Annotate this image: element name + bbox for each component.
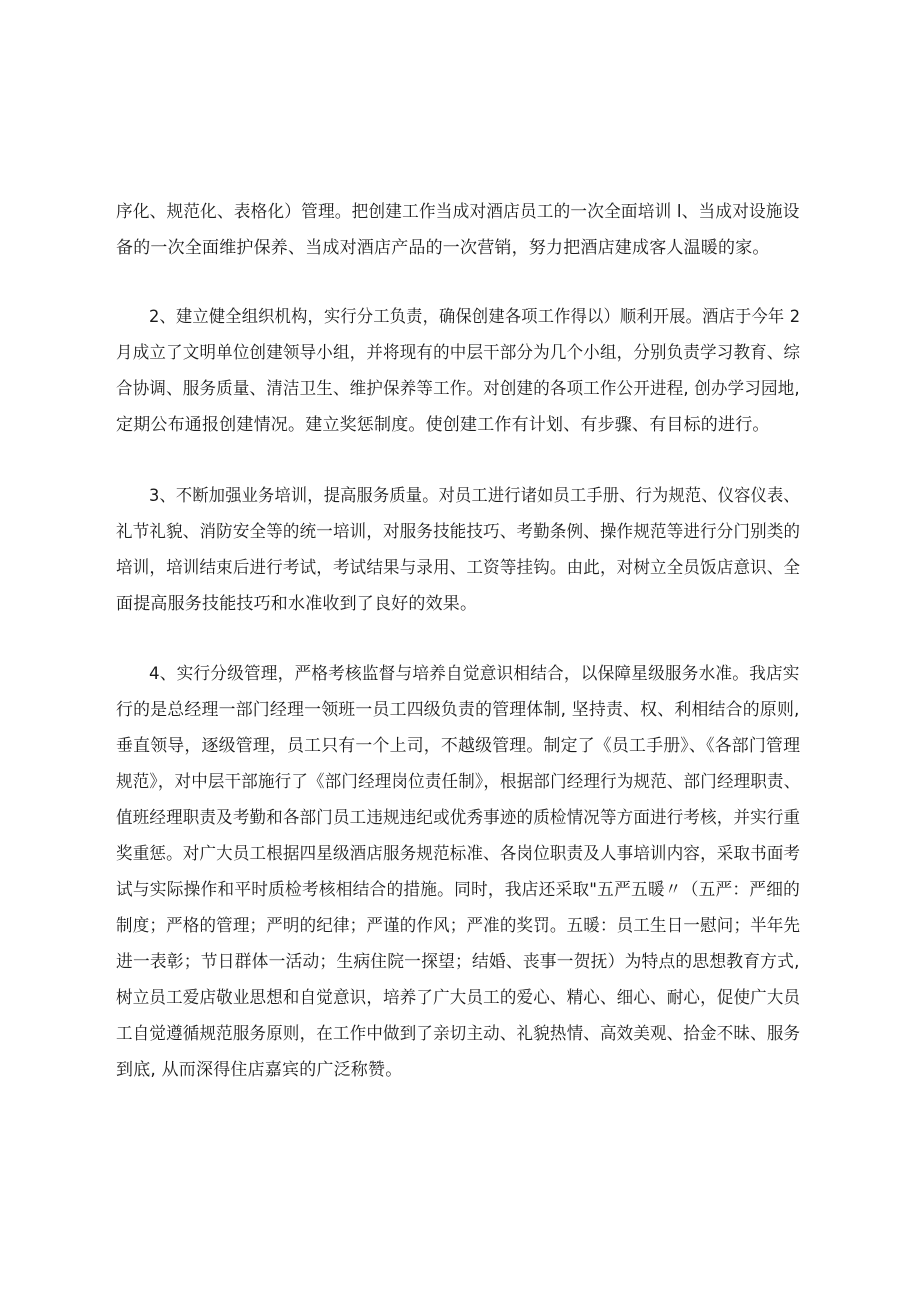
text-line: 行的是总经理一部门经理一领班一员工四级负责的管理体制, 坚持责、权、利相结合的原则, xyxy=(116,700,800,720)
text-line: 树立员工爱店敬业思想和自觉意识，培养了广大员工的爱心、精心、细心、耐心，促使广大员 xyxy=(116,988,801,1008)
text-line: 规范》，对中层干部施行了《部门经理岗位责任制》，根据部门经理行为规范、部门经理职责、 xyxy=(116,772,801,792)
text-line: 礼节礼貌、消防安全等的统一培训，对服务技能技巧、考勤条例、操作规范等进行分门别类的 xyxy=(116,522,801,542)
text-line: 到底, 从而深得住店嘉宾的广泛称赞。 xyxy=(116,1060,403,1080)
text-line: 值班经理职责及考勤和各部门员工违规违纪或优秀事迹的质检情况等方面进行考核，并实行重 xyxy=(116,808,801,828)
text-line: 序化、规范化、表格化）管理。把创建工作当成对酒店员工的一次全面培训 l、当成对设施设 xyxy=(116,202,800,222)
text-line: 月成立了文明单位创建领导小组，并将现有的中层干部分为几个小组，分别负责学习教育、综 xyxy=(116,343,801,363)
text-line: 奖重惩。对广大员工根据四星级酒店服务规范标准、各岗位职责及人事培训内容，采取书面考 xyxy=(116,844,801,864)
text-line: 工自觉遵循规范服务原则，在工作中做到了亲切主动、礼貌热情、高效美观、拾金不昧、服务 xyxy=(116,1024,801,1044)
text-line: 3、不断加强业务培训，提高服务质量。对员工进行诸如员工手册、行为规范、仪容仪表、 xyxy=(149,486,800,506)
text-line: 试与实际操作和平时质检考核相结合的措施。同时，我店还采取"五严五暖〃（五严：严细的 xyxy=(116,880,801,900)
text-line: 备的一次全面维护保养、当成对酒店产品的一次营销，努力把酒店建成客人温暖的家。 xyxy=(116,238,770,258)
text-line: 培训，培训结束后进行考试，考试结果与录用、工资等挂钩。由此，对树立全员饭店意识、全 xyxy=(116,558,801,578)
text-line: 制度；严格的管理；严明的纪律；严谨的作风；严准的奖罚。五暖：员工生日一慰问；半年先 xyxy=(116,916,801,936)
text-line: 进一表彰；节日群体一活动；生病住院一探望；结婚、丧事一贺抚）为特点的思想教育方式, xyxy=(116,952,800,972)
text-line: 合协调、服务质量、清洁卫生、维护保养等工作。对创建的各项工作公开进程, 创办学习园地, xyxy=(116,379,800,399)
text-line: 4、实行分级管理，严格考核监督与培养自觉意识相结合，以保障星级服务水准。我店实 xyxy=(149,664,800,684)
text-line: 面提高服务技能技巧和水准收到了良好的效果。 xyxy=(116,594,478,614)
text-line: 垂直领导，逐级管理，员工只有一个上司，不越级管理。制定了《员工手册》、《各部门管理 xyxy=(116,736,801,756)
text-line: 2、建立健全组织机构，实行分工负责，确保创建各项工作得以）顺利开展。酒店于今年 2 xyxy=(149,307,801,327)
text-line: 定期公布通报创建情况。建立奖惩制度。使创建工作有计划、有步骤、有目标的进行。 xyxy=(116,415,770,435)
